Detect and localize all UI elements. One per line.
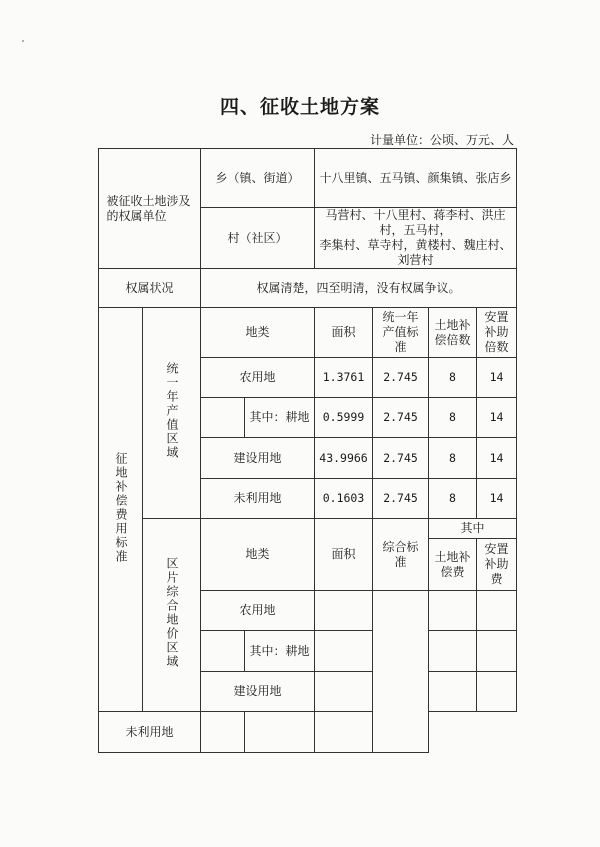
unified-row-3-res: 14 (477, 479, 517, 519)
zone-row-1-land (429, 631, 477, 672)
zone-row-2-res (477, 672, 517, 712)
zone-head-res-line-3: 费 (490, 572, 503, 586)
unified-row-0-res: 14 (477, 358, 517, 398)
zone-row-2-area (315, 672, 373, 712)
unified-head-std-line-3: 准 (394, 340, 407, 354)
unified-row-3-type: 未利用地 (201, 479, 315, 519)
township-value: 十八里镇、五马镇、颜集镇、张店乡 (315, 149, 517, 208)
township-label-cell (201, 149, 315, 208)
unified-head-land-type: 地类 (201, 308, 315, 358)
township-label: 乡（镇、街道） (215, 170, 300, 185)
standard-label: 征地补偿费用标准 (114, 451, 128, 564)
zone-head-comp-line-1: 综合标 (382, 539, 419, 554)
zone-row-0-type: 农用地 (201, 591, 315, 631)
zone-row-0-area (315, 591, 373, 631)
standard-label-cell (99, 308, 143, 712)
unified-head-res-line-2: 补助 (484, 325, 509, 339)
zone-row-3-land (245, 712, 315, 753)
village-line-1: 马营村、十八里村、蒋李村、洪庄村，五马村， (325, 208, 506, 237)
zone-head-comp (373, 519, 429, 591)
zone-head-land-line-1: 土地补 (434, 549, 471, 564)
zone-row-1-area (315, 631, 373, 672)
unified-row-1-area: 0.5999 (315, 398, 373, 438)
unified-head-res-line-1: 安置 (484, 310, 509, 324)
unified-header-row (99, 308, 517, 358)
zone-header-row-1 (99, 519, 517, 539)
table-row (99, 712, 517, 753)
page-title: 四、征收土地方案 (219, 96, 380, 118)
unified-row-0-std: 2.745 (373, 358, 429, 398)
indent-spacer (201, 398, 245, 438)
zone-label: 区片综合地价区域 (165, 557, 179, 669)
zone-row-2-land (429, 672, 477, 712)
unified-row-2-type: 建设用地 (201, 438, 315, 479)
zone-row-3-res (315, 712, 373, 753)
zone-label-cell (143, 519, 201, 712)
village-value-cell (315, 208, 517, 269)
zone-head-area: 面积 (315, 519, 373, 591)
zone-head-res (477, 539, 517, 591)
status-label: 权属状况 (99, 269, 201, 308)
zone-head-comp-line-2: 准 (394, 554, 407, 569)
unified-row-0-mult: 8 (429, 358, 477, 398)
zone-comp-merged (373, 591, 429, 753)
zone-head-land-type: 地类 (201, 519, 315, 591)
unified-row-1-mult: 8 (429, 398, 477, 438)
unified-label-cell (143, 308, 201, 519)
village-label: 村（社区） (201, 208, 315, 269)
unified-head-mult-line-2: 偿倍数 (434, 332, 471, 347)
unified-head-std (373, 308, 429, 358)
zone-row-3-type: 未利用地 (99, 712, 201, 753)
unified-head-area: 面积 (315, 308, 373, 358)
zone-row-1-res (477, 631, 517, 672)
status-row (99, 269, 517, 308)
unified-row-2-res: 14 (477, 438, 517, 479)
unified-head-std-line-1: 统一年 (382, 310, 419, 324)
zone-head-res-line-1: 安置 (484, 542, 509, 556)
unified-label: 统一年产值区域 (165, 362, 179, 460)
zone-row-3-area (201, 712, 245, 753)
unified-row-2-mult: 8 (429, 438, 477, 479)
zone-head-land-line-2: 偿费 (440, 564, 465, 579)
indent-spacer (201, 631, 245, 672)
zone-row-1-type: 其中：耕地 (245, 631, 315, 672)
status-value: 权属清楚，四至明清，没有权属争议。 (201, 269, 517, 308)
unified-head-std-line-2: 产值标 (382, 325, 419, 339)
zone-head-res-line-2: 补助 (484, 557, 509, 571)
unified-row-3-area: 0.1603 (315, 479, 373, 519)
unified-row-1-std: 2.745 (373, 398, 429, 438)
unified-row-0-type: 农用地 (201, 358, 315, 398)
unit-note: 计量单位：公顷、万元、人 (369, 133, 514, 147)
unified-head-res (477, 308, 517, 358)
unified-head-mult-line-1: 土地补 (434, 317, 471, 332)
unified-head-mult (429, 308, 477, 358)
scan-speck (22, 40, 24, 42)
unified-row-3-std: 2.745 (373, 479, 429, 519)
unified-row-1-res: 14 (477, 398, 517, 438)
township-row (99, 149, 517, 208)
zone-row-2-type: 建设用地 (201, 672, 315, 712)
zone-row-0-land (429, 591, 477, 631)
ownership-label-cell (99, 149, 201, 269)
unified-row-2-std: 2.745 (373, 438, 429, 479)
unified-row-0-area: 1.3761 (315, 358, 373, 398)
zone-head-of-which: 其中 (429, 519, 517, 539)
ownership-label: 被征收土地涉及的权属单位 (106, 193, 191, 223)
unified-head-res-line-3: 倍数 (484, 340, 509, 354)
zone-row-0-res (477, 591, 517, 631)
unified-row-2-area: 43.9966 (315, 438, 373, 479)
zone-head-land-comp (429, 539, 477, 591)
unified-row-3-mult: 8 (429, 479, 477, 519)
land-expropriation-table (98, 148, 517, 753)
village-line-2: 李集村、草寺村，黄楼村、魏庄村、刘营村 (319, 238, 512, 267)
unified-row-1-type: 其中：耕地 (245, 398, 315, 438)
